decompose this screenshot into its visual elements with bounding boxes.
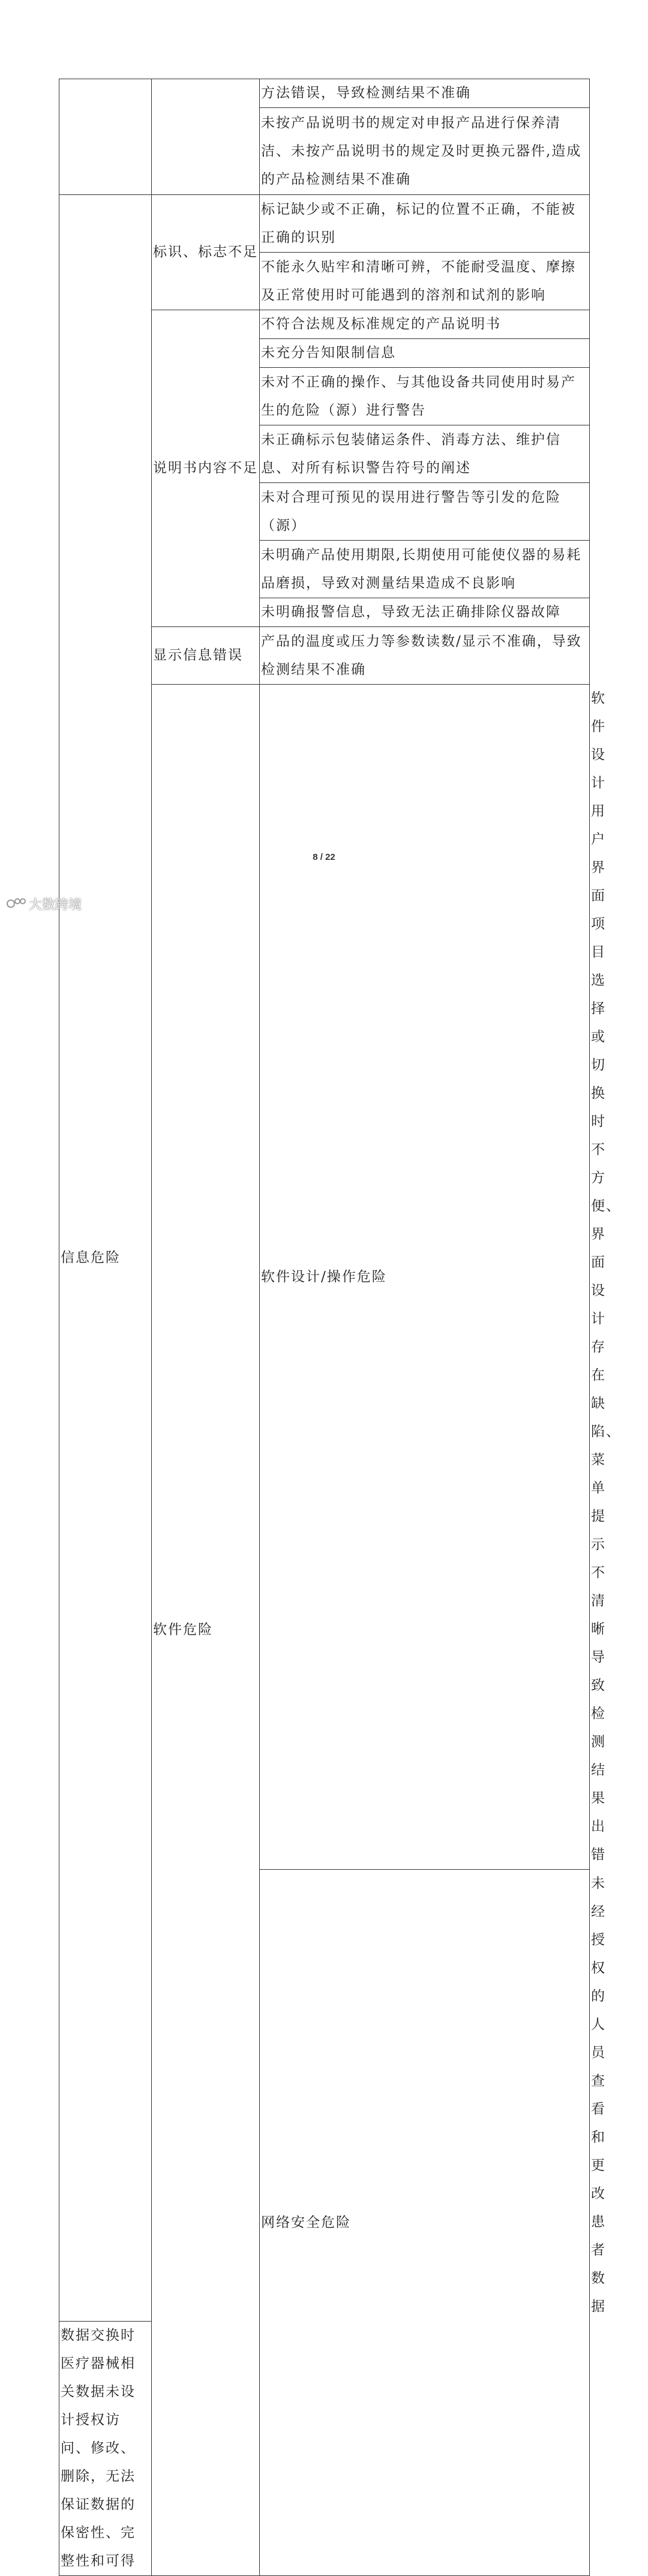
table-row: 网络安全危险 未经授权的人员查看和更改患者数据	[59, 1870, 590, 2322]
risk-detail: 未按产品说明书的规定对申报产品进行保养清洁、未按产品说明书的规定及时更换元器件,造成的产品检测结果不准确	[260, 108, 590, 195]
watermark	[6, 895, 82, 912]
risk-detail: 未正确标示包装储运条件、消毒方法、维护信息、对所有标识警告符号的阐述	[260, 425, 590, 483]
category-software-risk: 软件危险	[152, 685, 260, 2576]
subcategory-manual: 说明书内容不足	[152, 310, 260, 627]
page-number: 8 / 22	[313, 852, 335, 862]
risk-detail: 不能永久贴牢和清晰可辨，不能耐受温度、摩擦及正常使用时可能遇到的溶剂和试剂的影响	[260, 253, 590, 310]
subcategory-display: 显示信息错误	[152, 627, 260, 685]
risk-detail: 方法错误，导致检测结果不准确	[260, 79, 590, 108]
brand-logo-icon	[6, 896, 26, 911]
table-row	[59, 195, 590, 253]
subcategory-network: 网络安全危险	[260, 1870, 590, 2576]
risk-detail: 未明确产品使用期限,长期使用可能使仪器的易耗品磨损，导致对测量结果造成不良影响	[260, 541, 590, 598]
risk-detail: 产品的温度或压力等参数读数/显示不准确，导致检测结果不准确	[260, 627, 590, 685]
risk-detail: 未充分告知限制信息	[260, 339, 590, 368]
risk-detail: 标记缺少或不正确，标记的位置不正确，不能被正确的识别	[260, 195, 590, 253]
risk-detail: 不符合法规及标准规定的产品说明书	[260, 310, 590, 339]
category-cell-empty	[59, 79, 152, 195]
risk-detail: 数据交换时医疗器械相关数据未设计授权访问、修改、删除，无法保证数据的保密性、完整性和可得	[59, 2322, 152, 2576]
risk-detail: 未明确报警信息，导致无法正确排除仪器故障	[260, 598, 590, 627]
category-info-risk: 信息危险	[59, 195, 152, 2322]
table-row: 软件危险 软件设计/操作危险 软件设计用户界面项目选择或切换时不方便、界面设计存在缺陷、菜单提示不清晰导致检测结果出错	[59, 685, 590, 1870]
subcategory-marking: 标识、标志不足	[152, 195, 260, 310]
table-row	[59, 79, 590, 108]
watermark-text: 大数跨境	[29, 897, 82, 913]
risk-detail: 未对合理可预见的误用进行警告等引发的危险（源）	[260, 483, 590, 541]
risk-detail: 未对不正确的操作、与其他设备共同使用时易产生的危险（源）进行警告	[260, 368, 590, 425]
risk-table	[59, 79, 621, 2576]
subcategory-cell-empty	[152, 79, 260, 195]
subcategory-software-design: 软件设计/操作危险	[260, 685, 590, 1870]
